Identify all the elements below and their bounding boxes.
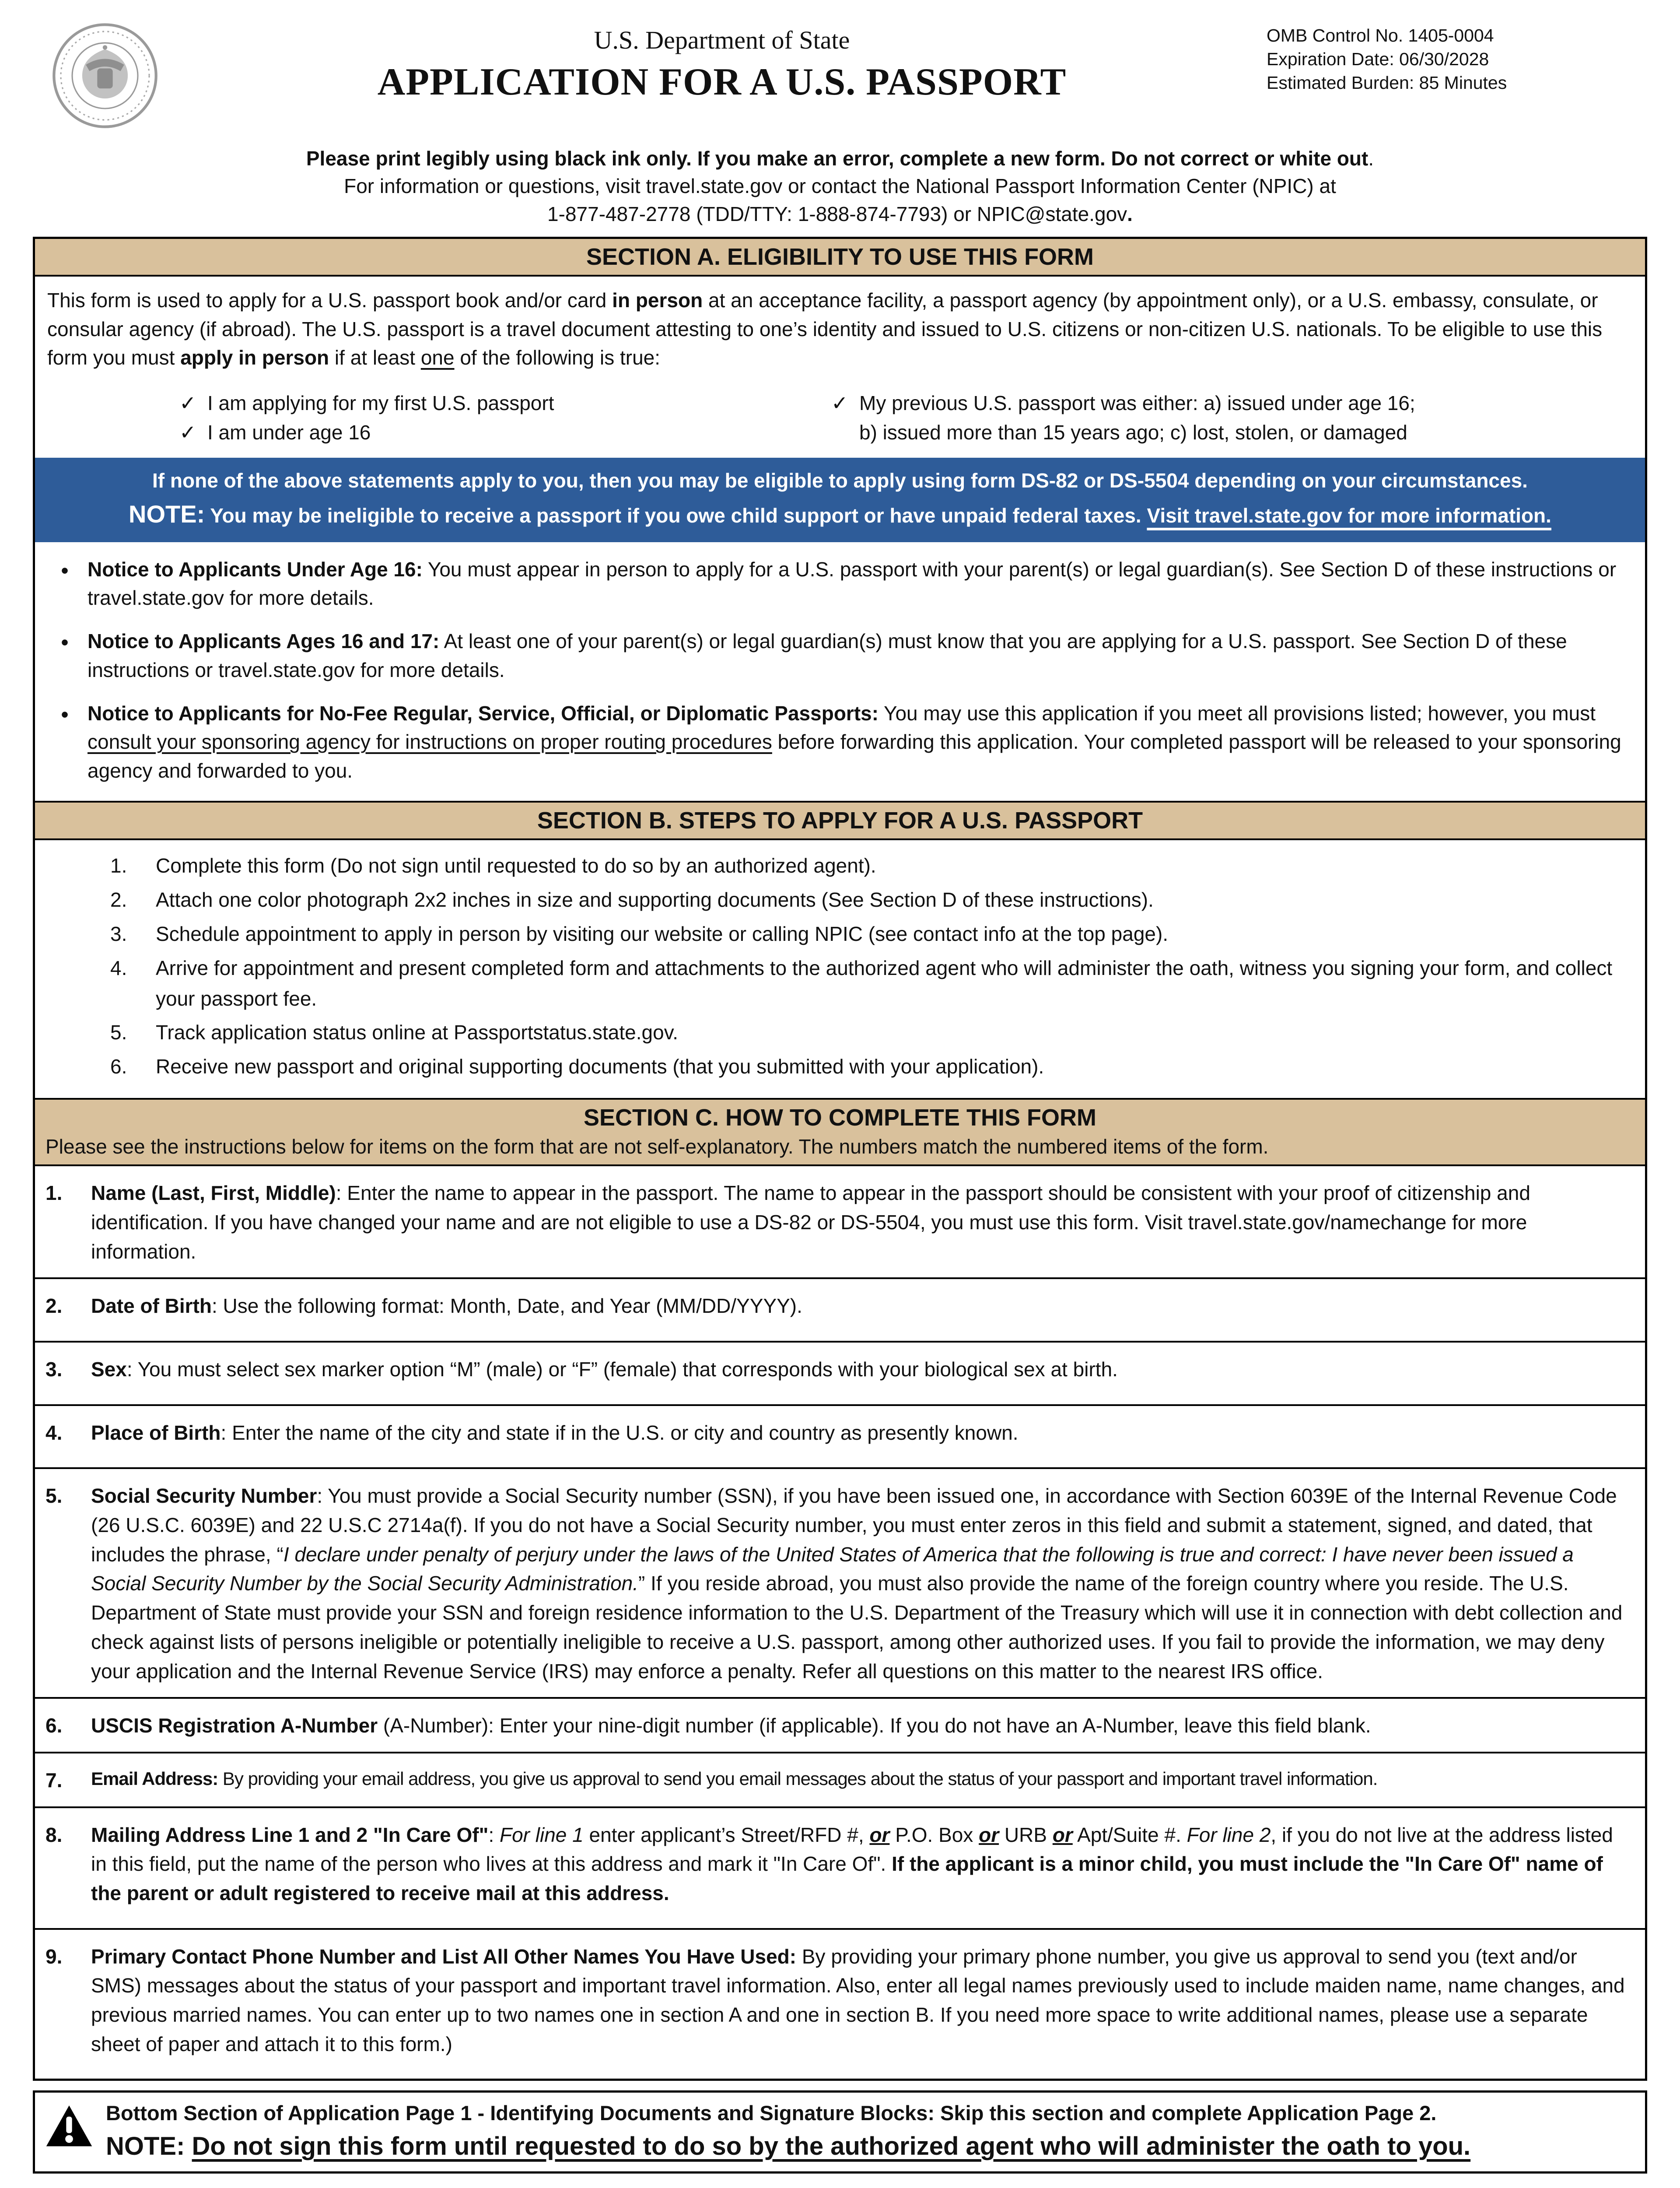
page-title: APPLICATION FOR A U.S. PASSPORT <box>377 61 1067 103</box>
item-body: : Use the following format: Month, Date, and Year (MM/DD/YYYY). <box>212 1294 802 1318</box>
section-a-text: of the following is true: <box>454 346 661 369</box>
page-footer <box>33 2174 1647 2188</box>
notice-body: before forwarding this application. Your completed passport will be released to your sponsoring agency and forwarded to you. <box>88 730 1621 782</box>
section-b-header: SECTION B. STEPS TO APPLY FOR A U.S. PASSPORT <box>35 801 1645 840</box>
notice-body: At least one of your parent(s) or legal guardian(s) must know that you are applying for a U.S. passport. See Section D of these instructions or travel.state.gov for more details. <box>88 630 1567 681</box>
warning-line-1: Bottom Section of Application Page 1 - Identifying Documents and Signature Blocks: Skip this section and complete Application Page 2. <box>106 2101 1437 2125</box>
instruction-item-2 <box>35 1277 1645 1341</box>
section-a-text: at an acceptance facility, a passport agency (by appointment only), or a U.S. embassy, consulate, or consular agency (if abroad). The U.S. passport is a travel document attesting to one’s identity and issued to U.S. citizens or non-citizen U.S. nationals. To be eligible to use this form you must <box>47 289 1603 369</box>
warning-note-label: NOTE: <box>106 2132 192 2161</box>
or-emphasis: or <box>979 1823 999 1846</box>
section-a-text: This form is used to apply for a U.S. passport book and/or card <box>47 289 612 312</box>
warning-note-text: Do not sign this form until requested to do so by the authorized agent who will administer the oath to you. <box>192 2132 1471 2161</box>
instruction-item-4 <box>35 1404 1645 1468</box>
instruction-item-6 <box>35 1697 1645 1752</box>
step-number: 1. <box>110 854 127 877</box>
step-item <box>110 953 1628 1014</box>
note-text: You may be ineligible to receive a passport if you owe child support or have unpaid federal taxes. <box>205 504 1147 527</box>
signature-warning-box <box>33 2090 1647 2174</box>
step-number: 2. <box>110 888 127 911</box>
department-of-state-seal-icon <box>50 21 160 133</box>
instruction-item-3 <box>35 1341 1645 1404</box>
item-number: 4. <box>46 1421 63 1444</box>
warning-text <box>106 2100 1633 2163</box>
item-text <box>91 1291 1632 1321</box>
item-number: 1. <box>46 1182 63 1205</box>
notice-text <box>81 627 1628 684</box>
item-body: By providing your primary phone number, you give us approval to send you (text and/or SMS) messages about the status of your passport and important travel information. Also, enter all legal names previously used to include maiden name, name changes, and previous married names. You can enter up to two names one in section A and one in section B. If you need more space to write additional names, please use a separate sheet of paper and attach it to this form.) <box>91 1945 1625 2055</box>
intro-line-1 <box>33 145 1647 172</box>
item-label: Place of Birth <box>91 1421 221 1444</box>
section-a-paragraph <box>35 277 1645 375</box>
step-item <box>110 1017 1628 1048</box>
item-number: 9. <box>46 1945 63 1968</box>
in-person-bold: in person <box>612 289 703 312</box>
step-text: Schedule appointment to apply in person by visiting our website or calling NPIC (see contact info at the top page). <box>156 922 1169 945</box>
bullet-icon: • <box>61 558 69 583</box>
checkmark-icon: ✓ <box>179 421 196 444</box>
step-item <box>110 919 1628 950</box>
item-number: 2. <box>46 1294 63 1318</box>
bullet-icon: • <box>61 702 69 727</box>
apply-in-person-bold: apply in person <box>180 346 329 369</box>
page-header <box>33 18 1647 133</box>
checklist-item-label: I am applying for my first U.S. passport <box>207 392 554 415</box>
instruction-item-8 <box>35 1806 1645 1928</box>
intro-line-1-period: . <box>1368 147 1374 170</box>
item-number: 6. <box>46 1714 63 1737</box>
notice-label: Notice to Applicants for No-Fee Regular, Service, Official, or Diplomatic Passports: <box>88 701 879 725</box>
item-text <box>91 1418 1632 1448</box>
notice-body: You may use this application if you meet all provisions listed; however, you must <box>878 701 1596 725</box>
instruction-item-9 <box>35 1928 1645 2079</box>
step-text: Arrive for appointment and present completed form and attachments to the authorized agent who will administer the oath, witness you signing your form, and collect your passport fee. <box>156 956 1613 1010</box>
item-label: Social Security Number <box>91 1484 317 1508</box>
notices-list <box>35 542 1645 801</box>
item-number: 3. <box>46 1358 63 1381</box>
note-box-line2 <box>51 496 1629 533</box>
item-text <box>91 1820 1632 1908</box>
notice-underlined-text: consult your sponsoring agency for instructions on proper routing procedures <box>88 730 772 754</box>
warning-note-line <box>106 2131 1633 2163</box>
item-label: Mailing Address Line 1 and 2 "In Care Of" <box>91 1823 489 1846</box>
notice-label: Notice to Applicants Under Age 16: <box>88 558 423 581</box>
item-number: 8. <box>46 1823 63 1846</box>
notice-text <box>81 699 1628 785</box>
intro-instructions <box>33 145 1647 228</box>
notice-label: Notice to Applicants Ages 16 and 17: <box>88 630 440 653</box>
notice-body: You must appear in person to apply for a U.S. passport with your parent(s) or legal guardian(s). See Section D of these instructions or travel.state.gov for more details. <box>88 558 1617 610</box>
section-c-subtitle: Please see the instructions below for items on the form that are not self-explanatory. The numbers match the numbered items of the form. <box>46 1135 1269 1158</box>
item-body: Apt/Suite #. <box>1072 1823 1187 1846</box>
item-body: enter applicant’s Street/RFD #, <box>583 1823 870 1846</box>
step-item <box>110 851 1628 881</box>
checklist-item <box>179 389 831 418</box>
intro-line-1-bold: Please print legibly using black ink only. If you make an error, complete a new form. Do not correct or white out <box>306 147 1368 170</box>
omb-control-number: OMB Control No. 1405-0004 <box>1267 25 1494 46</box>
omb-info-block <box>1267 18 1647 95</box>
section-c-header <box>35 1098 1645 1166</box>
item-body: (A-Number): Enter your nine-digit number (if applicable). If you do not have an A-Number, leave this field blank. <box>378 1714 1371 1737</box>
seal-container <box>33 18 177 133</box>
item-body: URB <box>999 1823 1053 1846</box>
instruction-item-1 <box>35 1166 1645 1277</box>
item-body: By providing your email address, you give us approval to send you email messages about the status of your passport and important travel information. <box>218 1768 1378 1789</box>
item-body: : You must provide a Social Security number (SSN), if you have been issued one, in accordance with Section 6039E of the Internal Revenue Code (26 U.S.C. 6039E) and 22 U.S.C 2714a(f). If you do not have a Social Security number, you must enter zeros in this field and submit a statement, signed, and dated, that includes the phrase, “ <box>91 1484 1617 1566</box>
notice-16-17 <box>48 627 1628 684</box>
notice-no-fee <box>48 699 1628 785</box>
item-label: USCIS Registration A-Number <box>91 1714 378 1737</box>
intro-line-2: For information or questions, visit travel.state.gov or contact the National Passport Information Center (NPIC) at <box>344 175 1336 198</box>
item-text <box>91 1481 1632 1686</box>
intro-line-3-period: . <box>1127 202 1133 225</box>
header-titles <box>177 18 1267 104</box>
checklist-item <box>179 418 831 447</box>
steps-list <box>35 840 1645 1098</box>
omb-expiration-date: Expiration Date: 06/30/2028 <box>1267 49 1489 70</box>
item-label: Sex <box>91 1358 127 1381</box>
npic-contact-text: 1-877-487-2778 (TDD/TTY: 1-888-874-7793) or NPIC@state.gov <box>547 202 1127 225</box>
step-text: Track application status online at Passportstatus.state.gov. <box>156 1021 679 1044</box>
item-number: 5. <box>46 1484 63 1508</box>
item-body: ” If you reside abroad, you must also provide the name of the foreign country where you reside. The U.S. Department of State must provide your SSN and foreign residence information to the U.S. Department of the Treasury which will use it in connection with debt collection and check against lists of persons ineligible or potentially ineligible to receive a U.S. passport, among other authorized uses. If you fail to provide the information, we may deny your application and the Internal Revenue Service (IRS) may enforce a penalty. Refer all questions on this matter to the nearest IRS office. <box>91 1572 1623 1683</box>
instruction-item-7 <box>35 1752 1645 1806</box>
intro-line-3 <box>33 200 1647 228</box>
checkmark-icon: ✓ <box>179 392 196 415</box>
notice-text <box>81 555 1628 613</box>
eligibility-checklist <box>35 375 1645 457</box>
checkmark-icon: ✓ <box>831 392 848 415</box>
step-number: 4. <box>110 956 127 979</box>
item-label: Email Address: <box>91 1768 218 1789</box>
travel-state-gov-link-text: Visit travel.state.gov for more information. <box>1147 504 1551 527</box>
bullet-icon: • <box>61 630 69 655</box>
checklist-item-label <box>859 389 1415 447</box>
eligibility-note-box <box>35 458 1645 542</box>
or-emphasis: or <box>869 1823 890 1846</box>
note-box-line1: If none of the above statements apply to you, then you may be eligible to apply using form DS-82 or DS-5504 depending on your circumstances. <box>152 469 1528 492</box>
section-c-title: SECTION C. HOW TO COMPLETE THIS FORM <box>584 1105 1096 1131</box>
department-name: U.S. Department of State <box>594 26 850 54</box>
item-text <box>91 1178 1632 1266</box>
item-body: , if you do not live at the address listed in this field, put the name of the person who lives at this address and mark it "In Care Of". <box>91 1823 1613 1876</box>
step-text: Complete this form (Do not sign until requested to do so by an authorized agent). <box>156 854 876 877</box>
section-a-text: if at least <box>329 346 421 369</box>
item-label: Primary Contact Phone Number and List All Other Names You Have Used: <box>91 1945 797 1968</box>
note-label: NOTE: <box>129 500 205 528</box>
checklist-item-label: I am under age 16 <box>207 421 371 444</box>
item-body: : Enter the name to appear in the passport. The name to appear in the passport should be consistent with your proof of citizenship and identification. If you have changed your name and are not eligible to use a DS-82 or DS-5504, you must use this form. Visit travel.state.gov/namechange for more information. <box>91 1182 1530 1263</box>
item-text <box>91 1766 1632 1795</box>
item-body: P.O. Box <box>889 1823 979 1846</box>
warning-triangle-icon <box>45 2100 94 2150</box>
perjury-statement-italic: I declare under penalty of perjury under the laws of the United States of America that the following is true and correct: I have never been issued a Social Security Number by the Social Security Administration. <box>91 1543 1574 1595</box>
checklist-item-line1: My previous U.S. passport was either: a) issued under age 16; <box>859 392 1415 415</box>
item-label: Name (Last, First, Middle) <box>91 1182 336 1205</box>
for-line-2-italic: For line 2 <box>1186 1823 1271 1846</box>
item-body: : Enter the name of the city and state if in the U.S. or city and country as presently known. <box>220 1421 1018 1444</box>
item-text <box>91 1942 1632 2059</box>
omb-estimated-burden: Estimated Burden: 85 Minutes <box>1267 73 1507 93</box>
item-label: Date of Birth <box>91 1294 212 1318</box>
checklist-left-column <box>179 389 831 447</box>
notice-under-16 <box>48 555 1628 613</box>
item-text <box>91 1355 1632 1384</box>
item-body: : You must select sex marker option “M” (male) or “F” (female) that corresponds with your biological sex at birth. <box>126 1358 1118 1381</box>
checklist-right-column <box>831 389 1645 447</box>
item-text <box>91 1711 1632 1740</box>
step-number: 6. <box>110 1055 127 1078</box>
for-line-1-italic: For line 1 <box>500 1823 584 1846</box>
or-emphasis: or <box>1052 1823 1073 1846</box>
checklist-item-line2: b) issued more than 15 years ago; c) lost, stolen, or damaged <box>859 421 1407 444</box>
step-number: 5. <box>110 1021 127 1044</box>
item-number: 7. <box>46 1768 63 1792</box>
minor-child-bold: If the applicant is a minor child, you must include the "In Care Of" name of the parent or adult registered to receive mail at this address. <box>91 1852 1603 1904</box>
one-underlined: one <box>420 346 455 369</box>
step-text: Receive new passport and original supporting documents (that you submitted with your application). <box>156 1055 1044 1078</box>
section-a-header: SECTION A. ELIGIBILITY TO USE THIS FORM <box>35 239 1645 277</box>
instruction-item-5 <box>35 1467 1645 1697</box>
step-text: Attach one color photograph 2x2 inches in size and supporting documents (See Section D of these instructions). <box>156 888 1154 911</box>
step-item <box>110 1052 1628 1082</box>
form-body <box>33 237 1647 2081</box>
item-body: : <box>488 1823 500 1846</box>
step-item <box>110 885 1628 915</box>
step-number: 3. <box>110 922 127 945</box>
